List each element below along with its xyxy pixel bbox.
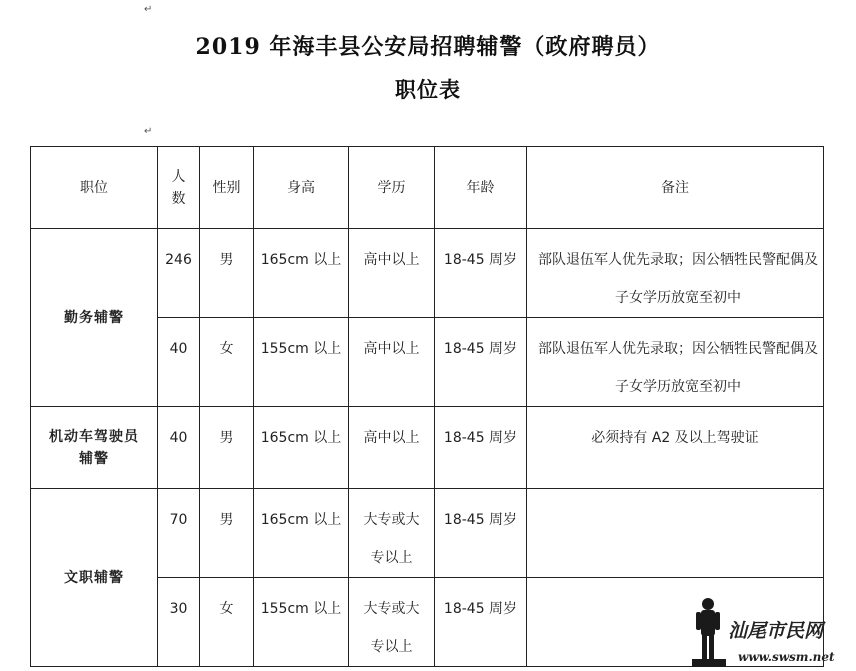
- count-cell: 40: [158, 318, 200, 407]
- gender-cell: 男: [200, 489, 254, 578]
- paragraph-mark: ↵: [144, 126, 153, 137]
- header-cell-note: 备注: [527, 147, 824, 229]
- table-row: [31, 229, 824, 318]
- count-cell: 246: [158, 229, 200, 318]
- count-cell: 40: [158, 407, 200, 489]
- count-cell: 70: [158, 489, 200, 578]
- education-cell: 高中以上: [349, 318, 435, 407]
- age-cell: 18-45 周岁: [435, 318, 527, 407]
- height-cell: 165cm 以上: [254, 229, 349, 318]
- document-title: 2019 年海丰县公安局招聘辅警（政府聘员）: [195, 34, 661, 60]
- gender-cell: 女: [200, 578, 254, 667]
- note-cell: 部队退伍军人优先录取；因公牺牲民警配偶及子女学历放宽至初中: [527, 318, 824, 407]
- height-cell: 155cm 以上: [254, 318, 349, 407]
- position-cell: 机动车驾驶员辅警: [31, 407, 158, 489]
- height-cell: 155cm 以上: [254, 578, 349, 667]
- header-cell-height: 身高: [254, 147, 349, 229]
- count-cell: 30: [158, 578, 200, 667]
- document-subtitle: 职位表: [395, 77, 461, 102]
- header-cell-position: 职位: [31, 147, 158, 229]
- table-row: [31, 407, 824, 489]
- watermark-name: 汕尾市民网: [728, 620, 824, 642]
- gender-cell: 男: [200, 229, 254, 318]
- note-cell: 部队退伍军人优先录取；因公牺牲民警配偶及子女学历放宽至初中: [527, 229, 824, 318]
- paragraph-mark: ↵: [144, 4, 153, 15]
- age-cell: 18-45 周岁: [435, 407, 527, 489]
- position-table: [30, 146, 824, 667]
- education-cell: 高中以上: [349, 407, 435, 489]
- header-cell-gender: 性别: [200, 147, 254, 229]
- gender-cell: 女: [200, 318, 254, 407]
- education-cell: 大专或大专以上: [349, 489, 435, 578]
- header-cell-count: 人数: [158, 147, 200, 229]
- note-cell: 必须持有 A2 及以上驾驶证: [527, 407, 824, 489]
- header-cell-education: 学历: [349, 147, 435, 229]
- table-row: [31, 489, 824, 578]
- age-cell: 18-45 周岁: [435, 578, 527, 667]
- gender-cell: 男: [200, 407, 254, 489]
- education-cell: 高中以上: [349, 229, 435, 318]
- height-cell: 165cm 以上: [254, 407, 349, 489]
- position-cell: 勤务辅警: [31, 229, 158, 407]
- height-cell: 165cm 以上: [254, 489, 349, 578]
- age-cell: 18-45 周岁: [435, 229, 527, 318]
- age-cell: 18-45 周岁: [435, 489, 527, 578]
- note-cell: [527, 489, 824, 578]
- header-cell-age: 年龄: [435, 147, 527, 229]
- table-header-row: [31, 147, 824, 229]
- position-cell: 文职辅警: [31, 489, 158, 667]
- watermark-url: www.swsm.net: [738, 650, 835, 664]
- education-cell: 大专或大专以上: [349, 578, 435, 667]
